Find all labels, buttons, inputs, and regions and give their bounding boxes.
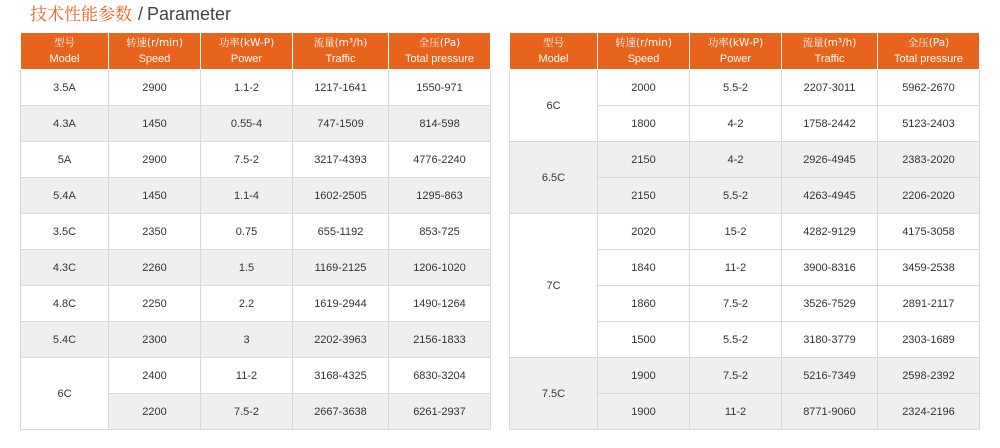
cell-power: 11-2 (690, 394, 782, 430)
cell-speed: 2250 (109, 286, 201, 322)
table-row (21, 178, 491, 214)
cell-pressure: 2156-1833 (389, 322, 491, 358)
cell-traffic: 3217-4393 (293, 142, 389, 178)
table-row (21, 358, 491, 394)
cell-model: 5.4C (21, 322, 109, 358)
cell-traffic: 2202-3963 (293, 322, 389, 358)
cell-pressure: 1550-971 (389, 70, 491, 106)
cell-model: 3.5C (21, 214, 109, 250)
cell-traffic: 1602-2505 (293, 178, 389, 214)
cell-traffic: 1758-2442 (782, 106, 878, 142)
table-row (21, 250, 491, 286)
cell-traffic: 2667-3638 (293, 394, 389, 430)
header-power: 功率(kW-P) Power (690, 33, 782, 70)
table-row (510, 70, 980, 106)
cell-pressure: 5123-2403 (878, 106, 980, 142)
cell-traffic: 3900-8316 (782, 250, 878, 286)
table-row (21, 322, 491, 358)
cell-power: 7.5-2 (690, 358, 782, 394)
cell-speed: 2400 (109, 358, 201, 394)
cell-pressure: 853-725 (389, 214, 491, 250)
cell-model: 4.8C (21, 286, 109, 322)
cell-speed: 1900 (598, 358, 690, 394)
cell-speed: 1500 (598, 322, 690, 358)
header-traffic: 流量(m³/h) Traffic (293, 33, 389, 70)
cell-traffic: 5216-7349 (782, 358, 878, 394)
cell-power: 7.5-2 (690, 286, 782, 322)
title-chinese: 技术性能参数 (30, 5, 132, 25)
header-model: 型号 Model (21, 33, 109, 70)
header-power: 功率(kW-P) Power (201, 33, 293, 70)
header-speed: 转速(r/min) Speed (109, 33, 201, 70)
cell-power: 0.55-4 (201, 106, 293, 142)
cell-speed: 1860 (598, 286, 690, 322)
cell-speed: 2200 (109, 394, 201, 430)
cell-pressure: 5962-2670 (878, 70, 980, 106)
cell-traffic: 655-1192 (293, 214, 389, 250)
table-row (510, 214, 980, 250)
cell-speed: 2020 (598, 214, 690, 250)
cell-speed: 2150 (598, 142, 690, 178)
cell-model: 6C (21, 358, 109, 430)
cell-pressure: 1206-1020 (389, 250, 491, 286)
cell-pressure: 1490-1264 (389, 286, 491, 322)
cell-traffic: 3168-4325 (293, 358, 389, 394)
cell-traffic: 747-1509 (293, 106, 389, 142)
cell-model: 4.3C (21, 250, 109, 286)
cell-pressure: 2206-2020 (878, 178, 980, 214)
cell-traffic: 3526-7529 (782, 286, 878, 322)
cell-model: 3.5A (21, 70, 109, 106)
cell-traffic: 4282-9129 (782, 214, 878, 250)
cell-model: 5.4A (21, 178, 109, 214)
header-model: 型号 Model (510, 33, 598, 70)
cell-pressure: 814-598 (389, 106, 491, 142)
cell-power: 7.5-2 (201, 142, 293, 178)
cell-traffic: 1619-2944 (293, 286, 389, 322)
cell-traffic: 2207-3011 (782, 70, 878, 106)
cell-power: 5.5-2 (690, 70, 782, 106)
cell-pressure: 6261-2937 (389, 394, 491, 430)
cell-power: 11-2 (201, 358, 293, 394)
cell-model: 7.5C (510, 358, 598, 430)
cell-pressure: 3459-2538 (878, 250, 980, 286)
cell-traffic: 1169-2125 (293, 250, 389, 286)
header-traffic: 流量(m³/h) Traffic (782, 33, 878, 70)
cell-speed: 2900 (109, 70, 201, 106)
cell-power: 7.5-2 (201, 394, 293, 430)
cell-speed: 1840 (598, 250, 690, 286)
cell-speed: 2150 (598, 178, 690, 214)
header-speed: 转速(r/min) Speed (598, 33, 690, 70)
cell-model: 5A (21, 142, 109, 178)
cell-power: 2.2 (201, 286, 293, 322)
cell-speed: 1450 (109, 106, 201, 142)
cell-speed: 1900 (598, 394, 690, 430)
cell-power: 1.1-2 (201, 70, 293, 106)
cell-pressure: 6830-3204 (389, 358, 491, 394)
cell-speed: 2260 (109, 250, 201, 286)
cell-power: 11-2 (690, 250, 782, 286)
cell-model: 6C (510, 70, 598, 142)
table-header-row (21, 33, 491, 70)
cell-power: 4-2 (690, 142, 782, 178)
page-title (30, 0, 231, 28)
table-row (21, 70, 491, 106)
cell-power: 1.5 (201, 250, 293, 286)
table-row (510, 358, 980, 394)
cell-model: 4.3A (21, 106, 109, 142)
cell-speed: 1800 (598, 106, 690, 142)
table-row (21, 214, 491, 250)
cell-pressure: 2303-1689 (878, 322, 980, 358)
cell-power: 4-2 (690, 106, 782, 142)
table-header-row (510, 33, 980, 70)
cell-pressure: 4175-3058 (878, 214, 980, 250)
cell-pressure: 2891-2117 (878, 286, 980, 322)
header-total-pressure: 全压(Pa) Total pressure (389, 33, 491, 70)
table-row (510, 142, 980, 178)
parameter-table-right (509, 32, 980, 430)
cell-speed: 1450 (109, 178, 201, 214)
table-row (21, 106, 491, 142)
cell-traffic: 4263-4945 (782, 178, 878, 214)
cell-model: 7C (510, 214, 598, 358)
cell-power: 0.75 (201, 214, 293, 250)
cell-power: 15-2 (690, 214, 782, 250)
header-total-pressure: 全压(Pa) Total pressure (878, 33, 980, 70)
cell-pressure: 2324-2196 (878, 394, 980, 430)
cell-model: 6.5C (510, 142, 598, 214)
cell-pressure: 4776-2240 (389, 142, 491, 178)
cell-pressure: 1295-863 (389, 178, 491, 214)
cell-speed: 2900 (109, 142, 201, 178)
cell-speed: 2000 (598, 70, 690, 106)
cell-power: 3 (201, 322, 293, 358)
table-row (21, 286, 491, 322)
cell-power: 1.1-4 (201, 178, 293, 214)
title-separator: / (138, 4, 144, 24)
cell-traffic: 3180-3779 (782, 322, 878, 358)
cell-power: 5.5-2 (690, 322, 782, 358)
cell-speed: 2350 (109, 214, 201, 250)
cell-power: 5.5-2 (690, 178, 782, 214)
cell-traffic: 1217-1641 (293, 70, 389, 106)
title-english: Parameter (147, 4, 232, 24)
table-row (21, 142, 491, 178)
parameter-table-left (20, 32, 491, 430)
cell-traffic: 2926-4945 (782, 142, 878, 178)
cell-traffic: 8771-9060 (782, 394, 878, 430)
cell-speed: 2300 (109, 322, 201, 358)
cell-pressure: 2598-2392 (878, 358, 980, 394)
cell-pressure: 2383-2020 (878, 142, 980, 178)
